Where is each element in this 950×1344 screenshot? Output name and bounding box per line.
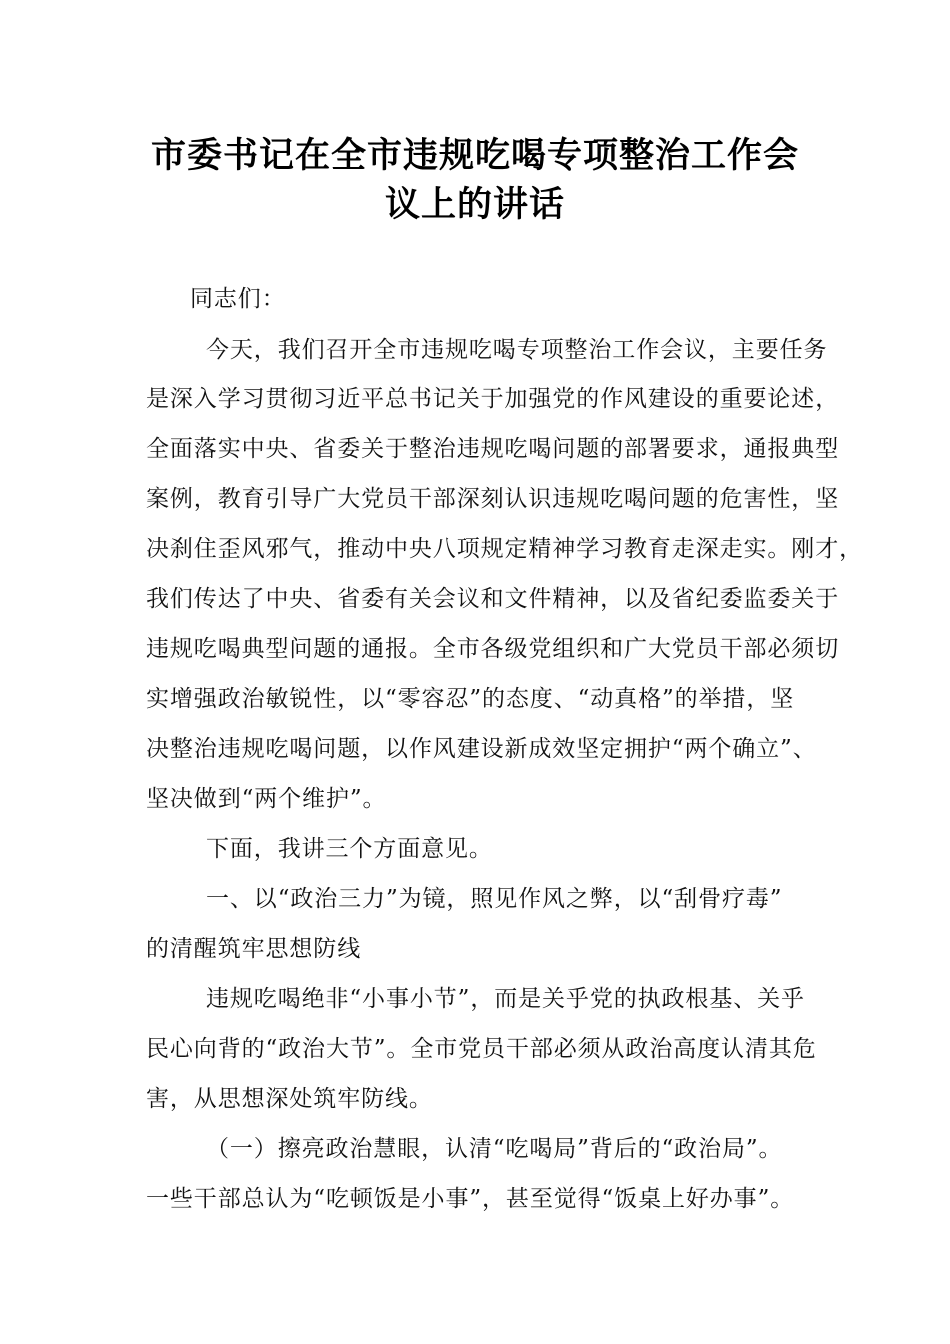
- body-line: 害，从思想深处筑牢防线。: [146, 1086, 433, 1112]
- body-line: 我们传达了中央、省委有关会议和文件精神，以及省纪委监委关于: [146, 586, 840, 612]
- body-line: 一些干部总认为“吃顿饭是小事”，甚至觉得“饭桌上好办事”。: [146, 1186, 795, 1212]
- body-line: 决刹住歪风邪气，推动中央八项规定精神学习教育走深走实。刚才，: [146, 536, 863, 562]
- document-title-line-1: 市委书记在全市违规吃喝专项整治工作会: [150, 136, 799, 176]
- body-line: 今天，我们召开全市违规吃喝专项整治工作会议，主要任务: [206, 337, 828, 363]
- greeting: 同志们：: [190, 286, 286, 312]
- body-line: 违规吃喝典型问题的通报。全市各级党组织和广大党员干部必须切: [146, 636, 840, 662]
- body-line: 全面落实中央、省委关于整治违规吃喝问题的部署要求，通报典型: [146, 436, 840, 462]
- body-line: 民心向背的“政治大节”。全市党员干部必须从政治高度认清其危: [146, 1036, 817, 1062]
- document-title-line-2: 议上的讲话: [384, 185, 565, 225]
- body-line: 违规吃喝绝非“小事小节”，而是关乎党的执政根基、关乎: [206, 986, 805, 1012]
- section-heading: 的清醒筑牢思想防线: [146, 936, 362, 962]
- subsection-heading: （一）擦亮政治慧眼，认清“吃喝局”背后的“政治局”。: [206, 1136, 783, 1162]
- body-line: 是深入学习贯彻习近平总书记关于加强党的作风建设的重要论述，: [146, 386, 840, 412]
- body-line: 案例，教育引导广大党员干部深刻认识违规吃喝问题的危害性，坚: [146, 486, 840, 512]
- body-line: 实增强政治敏锐性，以“零容忍”的态度、“动真格”的举措，坚: [146, 686, 795, 712]
- body-line: 决整治违规吃喝问题，以作风建设新成效坚定拥护“两个确立”、: [146, 736, 817, 762]
- section-heading: 一、以“政治三力”为镜，照见作风之弊，以“刮骨疗毒”: [206, 886, 783, 912]
- body-line: 下面，我讲三个方面意见。: [206, 836, 493, 862]
- body-line: 坚决做到“两个维护”。: [146, 786, 387, 812]
